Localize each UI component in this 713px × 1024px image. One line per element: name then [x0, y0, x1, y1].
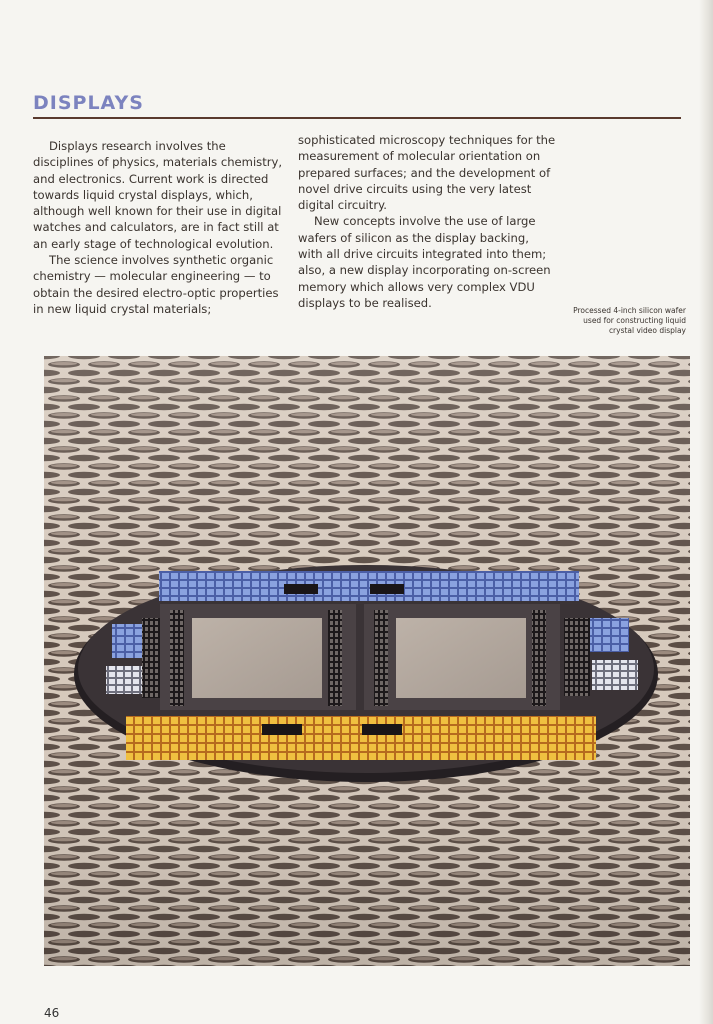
text-column-1	[33, 138, 285, 317]
column2-paragraph-2: New concepts involve the use of large wafers of silicon as the display backing, with all drive circuits integrated into them; also, a new display incorporating on-screen memory which allows very complex VDU displays to be realised.	[298, 214, 551, 310]
display-panel-left	[160, 604, 356, 710]
column1-paragraph-1: Displays research involves the disciplines of physics, materials chemistry, and electronics. Current work is directed towards liquid crystal displays, which, although well known for their use in digital watches and calculators, are in fact still at an early stage of technological evolution.	[33, 139, 283, 251]
section-title: DISPLAYS	[33, 92, 144, 114]
heading-rule	[33, 117, 681, 119]
photo-caption: Processed 4-inch silicon wafer used for constructing liquid crystal video display	[573, 306, 686, 335]
display-panel-right	[364, 604, 560, 710]
text-column-2	[298, 132, 556, 311]
silicon-wafer	[74, 565, 658, 782]
page-number: 46	[44, 1006, 60, 1020]
wafer-illustration	[44, 356, 690, 966]
column1-paragraph-2: The science involves synthetic organic chemistry — molecular engineering — to obtain the desired electro-optic properties in new liquid crystal materials;	[33, 253, 279, 316]
wafer-photo	[44, 356, 690, 966]
page-edge	[699, 0, 713, 1024]
column2-paragraph-1: sophisticated microscopy techniques for the measurement of molecular orientation on prepared surfaces; and the development of novel drive circuits using the very latest digital circuitry.	[298, 133, 556, 213]
